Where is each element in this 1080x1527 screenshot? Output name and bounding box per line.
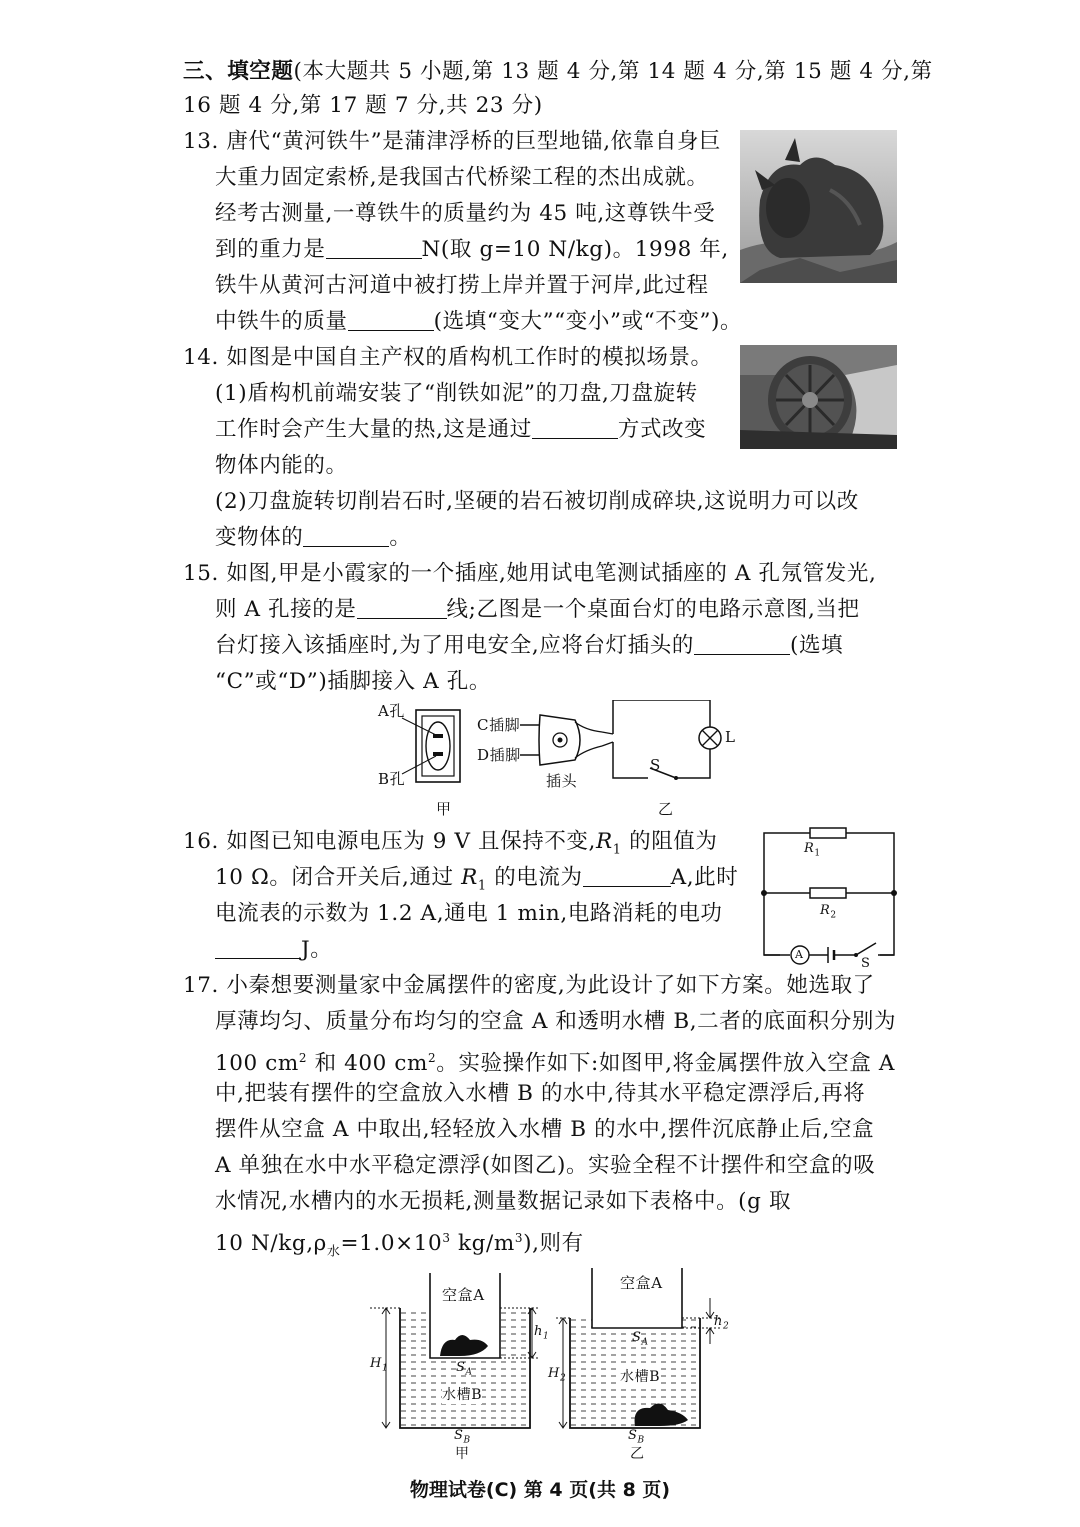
r2-label-text: R [820, 903, 831, 918]
sa-text: S [456, 1360, 466, 1375]
section-heading: 三、填空题 [183, 59, 294, 84]
q17-line7: 水情况,水槽内的水无损耗,测量数据记录如下表格中。(g 取 [215, 1189, 792, 1214]
a-hole-label: A孔 [378, 702, 406, 720]
socket-lamp-figure [370, 700, 736, 820]
box-a-label-yi: 空盒A [620, 1274, 663, 1292]
H1-text: H [370, 1356, 382, 1371]
q13-line2: 大重力固定索桥,是我国古代桥梁工程的杰出成就。 [215, 165, 709, 190]
q15-text: 线;乙图是一个桌面台灯的电路示意图,当把 [446, 597, 860, 622]
h1-text: h [534, 1324, 543, 1339]
q14-answer-blank-effect[interactable] [303, 524, 389, 547]
q17-text: ),则有 [523, 1231, 584, 1257]
tunnel-boring-machine-photo [740, 345, 897, 449]
iron-ox-photo [740, 130, 897, 283]
figure-jia-label: 甲 [436, 800, 452, 818]
q16-sub: 1 [612, 842, 622, 858]
q16-line1 [183, 827, 718, 865]
section-heading-line1 [183, 57, 933, 87]
q17-line1: 17. 小秦想要测量家中金属摆件的密度,为此设计了如下方案。她选取了 [183, 973, 875, 998]
q16-text: 16. 如图已知电源电压为 9 V 且保持不变, [183, 829, 596, 854]
q15-line2 [215, 595, 860, 625]
q17-line2: 厚薄均匀、质量分布均匀的空盒 A 和透明水槽 B,二者的底面积分别为 [215, 1009, 897, 1034]
q16-answer-blank-current[interactable] [583, 864, 671, 887]
q16-sub: 1 [477, 878, 487, 894]
q14-line4: 物体内能的。 [215, 453, 348, 478]
sa-label-yi [632, 1330, 649, 1351]
q13-line5: 铁牛从黄河古河道中被打捞上岸并置于河岸,此过程 [215, 273, 709, 298]
q17-sup: 2 [298, 1051, 308, 1065]
q15-text: 台灯接入该插座时,为了用电安全,应将台灯插头的 [215, 633, 694, 658]
figure-yi-label: 乙 [630, 1446, 645, 1462]
switch-label: S [650, 756, 661, 774]
q16-var: R [461, 865, 478, 890]
q13-line1: 13. 唐代“黄河铁牛”是蒲津浮桥的巨型地锚,依靠自身巨 [183, 129, 722, 154]
q17-sup: 2 [428, 1051, 437, 1065]
plug-label: 插头 [546, 772, 578, 790]
q14-text: 。 [389, 525, 412, 550]
q13-answer-blank-gravity[interactable] [326, 236, 422, 259]
q16-line2 [215, 863, 738, 901]
ammeter-icon: A [795, 948, 804, 961]
sa-text: S [632, 1330, 642, 1345]
sa-sub: A [641, 1337, 649, 1348]
q13-line3: 经考古测量,一尊铁牛的质量约为 45 吨,这尊铁牛受 [215, 201, 716, 226]
q16-text: A,此时 [670, 865, 739, 890]
sa-label-jia [456, 1360, 473, 1381]
q13-line4 [215, 235, 729, 265]
q15-text: 则 A 孔接的是 [215, 597, 357, 622]
c-pin-label: C插脚 [477, 716, 521, 734]
q17-line5: 摆件从空盒 A 中取出,轻轻放入水槽 B 的水中,摆件沉底静止后,空盒 [215, 1117, 875, 1142]
q14-answer-blank-method[interactable] [532, 416, 618, 439]
q17-line3 [215, 1043, 895, 1079]
q17-line4: 中,把装有摆件的空盒放入水槽 B 的水中,待其水平稳定漂浮后,再将 [215, 1081, 866, 1106]
figure-yi-label: 乙 [658, 800, 674, 818]
q17-sup: 3 [514, 1231, 524, 1245]
h1-sub: 1 [542, 1331, 550, 1342]
r1-label-text: R [804, 841, 815, 856]
sa-sub: A [465, 1367, 473, 1378]
b-hole-label: B孔 [378, 770, 406, 788]
sb-sub: B [463, 1435, 471, 1446]
q16-line3: 电流表的示数为 1.2 A,通电 1 min,电路消耗的电功 [215, 901, 723, 926]
q17-text: 100 cm [215, 1051, 299, 1077]
H2-text: H [548, 1366, 560, 1381]
floating-box-figure [370, 1268, 730, 1468]
q13-line6 [215, 307, 742, 337]
sb-sub: B [637, 1435, 645, 1446]
section-info: (本大题共 5 小题,第 13 题 4 分,第 14 题 4 分,第 15 题 4 分,第 [293, 59, 933, 84]
h2-sub: 2 [722, 1321, 730, 1332]
q16-text: J。 [301, 937, 333, 962]
H2-sub: 2 [559, 1373, 567, 1384]
q16-answer-blank-energy[interactable] [215, 936, 301, 959]
q15-answer-blank-wire[interactable] [357, 596, 447, 619]
h2-label [714, 1314, 729, 1335]
q14-line5: (2)刀盘旋转切削岩石时,坚硬的岩石被切削成碎块,这说明力可以改 [215, 489, 859, 514]
q17-line8 [215, 1223, 584, 1267]
q17-text: 。实验操作如下:如图甲,将金属摆件放入空盒 A [436, 1051, 896, 1077]
q15-answer-blank-pin[interactable] [694, 632, 790, 655]
q13-text: N(取 g=10 N/kg)。1998 年, [421, 237, 729, 262]
h2-text: h [714, 1314, 723, 1329]
q17-text: 10 N/kg,ρ [215, 1231, 327, 1257]
q13-text: (选填“变大”“变小”或“不变”)。 [433, 309, 743, 334]
q16-text: 10 Ω。闭合开关后,通过 [215, 865, 462, 890]
d-pin-label: D插脚 [477, 746, 521, 764]
q17-sub: 水 [326, 1244, 341, 1260]
figure-jia-label: 甲 [455, 1446, 470, 1462]
r1-label [804, 841, 821, 862]
q13-text: 中铁牛的质量 [215, 309, 348, 334]
q15-line4: “C”或“D”)插脚接入 A 孔。 [215, 669, 491, 694]
q17-text: =1.0×10 [340, 1231, 443, 1257]
parallel-circuit-figure [760, 823, 900, 973]
H2-label [548, 1366, 566, 1387]
sb-text: S [628, 1428, 638, 1443]
h1-label [534, 1324, 549, 1345]
sb-text: S [454, 1428, 464, 1443]
q14-line1: 14. 如图是中国自主产权的盾构机工作时的模拟场景。 [183, 345, 713, 370]
q13-answer-blank-mass[interactable] [348, 308, 434, 331]
r1-label-sub: 1 [814, 848, 821, 859]
q15-text: (选填 [789, 633, 844, 658]
q17-text: 和 400 cm [307, 1051, 429, 1077]
q17-text: kg/m [450, 1231, 515, 1257]
H1-sub: 1 [381, 1363, 389, 1374]
q16-text: 的阻值为 [621, 829, 718, 854]
q14-line6 [215, 523, 412, 553]
H1-label [370, 1356, 388, 1377]
q14-line2: (1)盾构机前端安装了“削铁如泥”的刀盘,刀盘旋转 [215, 381, 698, 406]
q14-text: 方式改变 [617, 417, 707, 442]
q14-text: 工作时会产生大量的热,这是通过 [215, 417, 532, 442]
lamp-label: L [725, 728, 736, 746]
q13-text: 到的重力是 [215, 237, 326, 262]
page-footer: 物理试卷(C) 第 4 页(共 8 页) [409, 1479, 671, 1501]
tank-b-label-yi: 水槽B [620, 1369, 661, 1385]
r2-label-sub: 2 [830, 910, 837, 921]
switch-label: S [861, 956, 871, 971]
q15-line3 [215, 631, 843, 661]
box-a-label-jia: 空盒A [442, 1286, 485, 1304]
q17-line6: A 单独在水中水平稳定漂浮(如图乙)。实验全程不计摆件和空盒的吸 [215, 1153, 876, 1178]
q14-line3 [215, 415, 706, 445]
q16-text: 的电流为 [486, 865, 583, 890]
q17-sup: 3 [442, 1231, 451, 1245]
q16-line4 [215, 935, 332, 965]
tank-b-label-jia: 水槽B [442, 1387, 483, 1403]
q14-text: 变物体的 [215, 525, 304, 550]
section-info-line2: 16 题 4 分,第 17 题 7 分,共 23 分) [183, 93, 543, 118]
r2-label [820, 903, 837, 924]
q15-line1: 15. 如图,甲是小霞家的一个插座,她用试电笔测试插座的 A 孔氖管发光, [183, 561, 877, 586]
q16-var: R [595, 829, 613, 854]
